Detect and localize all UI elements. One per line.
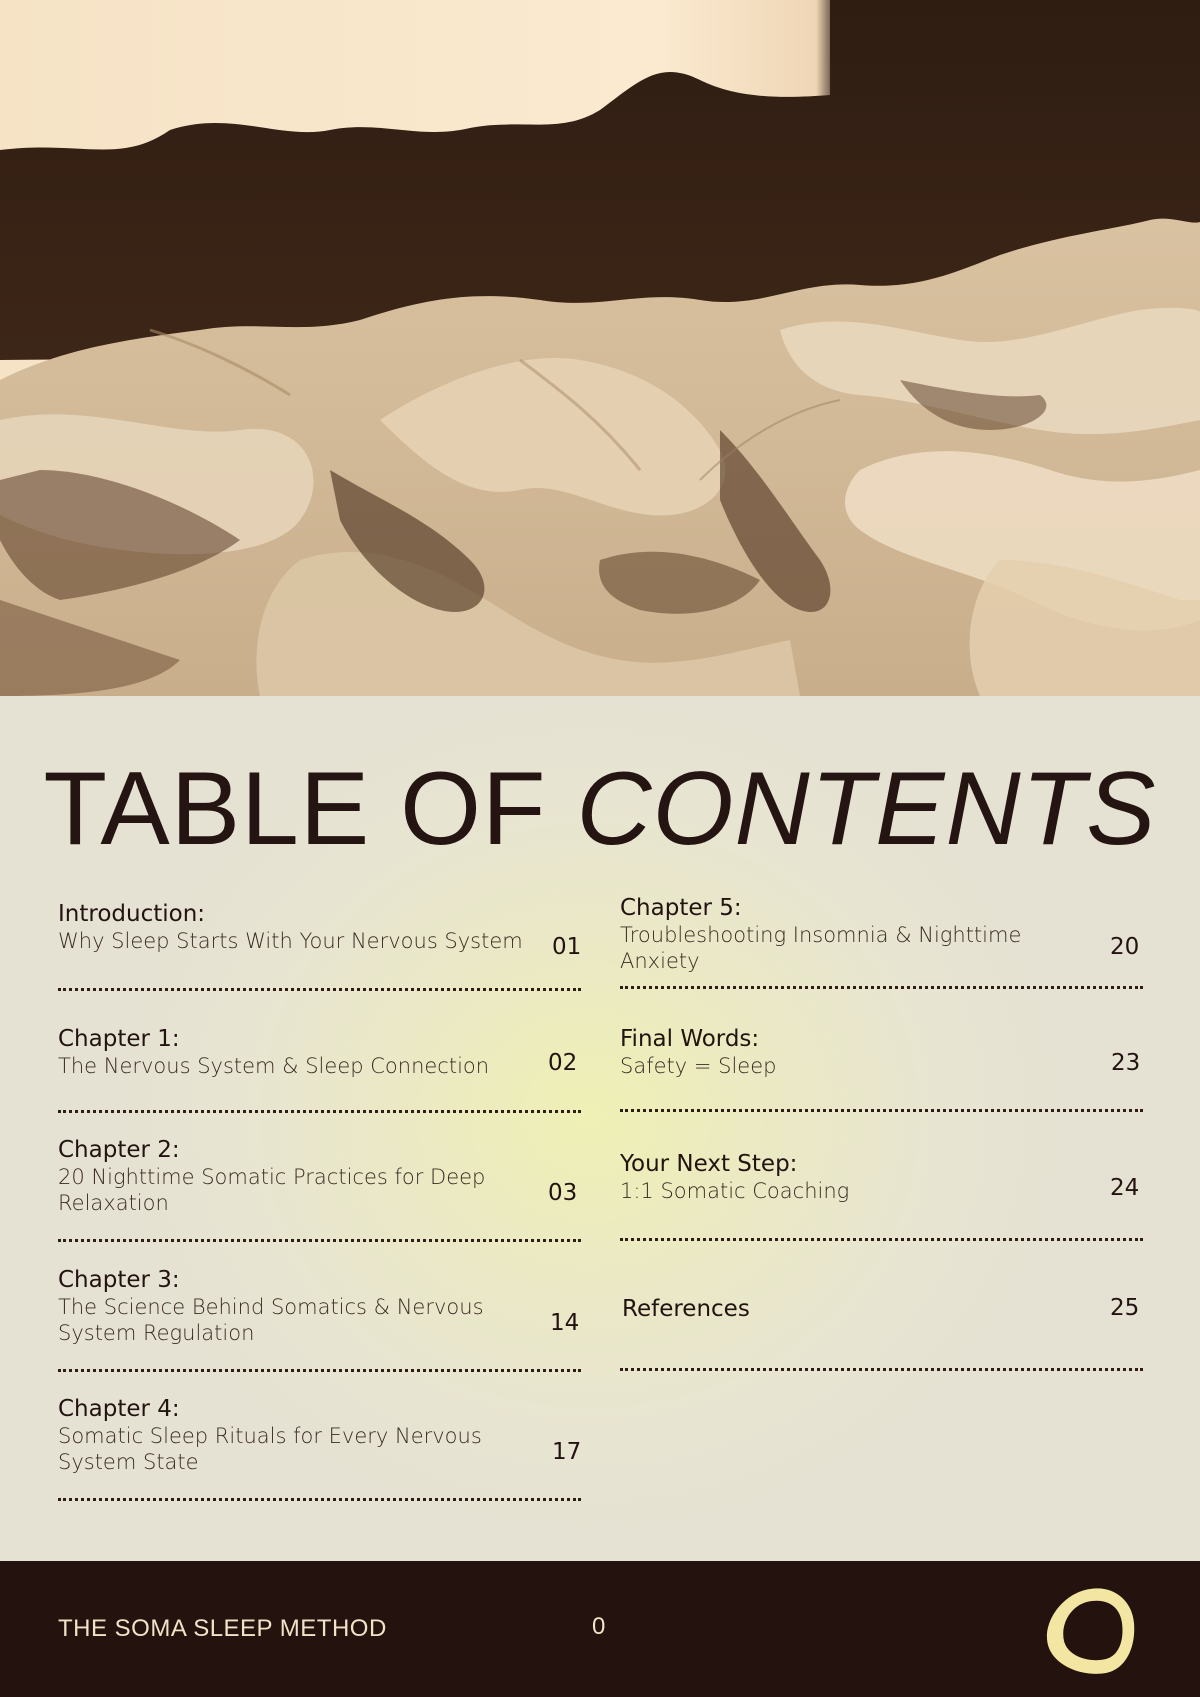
- toc-entry-page: 17: [552, 1439, 582, 1465]
- toc-entry-page: 03: [548, 1180, 578, 1206]
- toc-entry-heading: Chapter 3:: [58, 1267, 180, 1293]
- toc-entry-subtitle: Why Sleep Starts With Your Nervous System: [58, 929, 523, 953]
- toc-entry-page: 14: [550, 1310, 580, 1336]
- toc-entry-heading: Final Words:: [620, 1026, 760, 1052]
- toc-entry-chapter-1[interactable]: [58, 1025, 581, 1079]
- toc-divider: [58, 988, 581, 991]
- footer-brand: THE SOMA SLEEP METHOD: [58, 1615, 387, 1642]
- toc-divider: [620, 1238, 1143, 1241]
- footer: [0, 1561, 1200, 1697]
- toc-entry-page: 02: [548, 1050, 578, 1076]
- footer-page-number: 0: [592, 1613, 606, 1640]
- toc-divider: [58, 1498, 581, 1501]
- toc-entry-chapter-2[interactable]: [58, 1136, 581, 1216]
- toc-entry-introduction[interactable]: [58, 900, 582, 960]
- toc-entry-page: 25: [1110, 1295, 1140, 1321]
- toc-right-column: [620, 696, 1143, 1561]
- toc-entry-heading: Chapter 5:: [620, 895, 742, 921]
- toc-entry-heading: Chapter 2:: [58, 1137, 180, 1163]
- toc-entry-heading: Your Next Step:: [620, 1151, 798, 1177]
- toc-divider: [58, 1239, 581, 1242]
- toc-entry-page: 23: [1111, 1050, 1141, 1076]
- toc-left-column: [58, 696, 581, 1561]
- toc-entry-page: 01: [552, 934, 582, 960]
- toc-entry-page: 20: [1110, 934, 1140, 960]
- toc-entry-subtitle: 20 Nighttime Somatic Practices for Deep Relaxation: [58, 1165, 486, 1215]
- toc-divider: [620, 1109, 1143, 1112]
- toc-entry-heading: Introduction:: [58, 901, 206, 927]
- toc-entry-chapter-4[interactable]: [58, 1395, 581, 1475]
- toc-entry-subtitle: Somatic Sleep Rituals for Every Nervous System State: [58, 1424, 482, 1474]
- toc-divider: [620, 1368, 1143, 1371]
- hero-photo: [0, 0, 1200, 696]
- toc-divider: [620, 986, 1143, 989]
- organic-ring-logo-icon: [1040, 1581, 1140, 1685]
- toc-entry-subtitle: Safety = Sleep: [620, 1054, 777, 1078]
- toc-entry-subtitle: The Nervous System & Sleep Connection: [58, 1054, 490, 1078]
- toc-divider: [58, 1110, 581, 1113]
- toc-entry-references[interactable]: [620, 1295, 1143, 1323]
- toc-entry-chapter-3[interactable]: [58, 1266, 581, 1346]
- bedsheets-image: [0, 0, 1200, 696]
- title-main: TABLE OF: [43, 751, 577, 867]
- toc-entry-subtitle: The Science Behind Somatics & Nervous System Regulation: [58, 1295, 484, 1345]
- toc-entry-chapter-5[interactable]: [620, 894, 1143, 974]
- toc-section: [0, 696, 1200, 1561]
- toc-entry-heading: Chapter 1:: [58, 1026, 180, 1052]
- toc-entry-subtitle: 1:1 Somatic Coaching: [620, 1179, 850, 1203]
- toc-entry-next-step[interactable]: [620, 1150, 1143, 1204]
- toc-entry-final-words[interactable]: [620, 1025, 1143, 1079]
- toc-divider: [58, 1369, 581, 1372]
- toc-entry-heading: Chapter 4:: [58, 1396, 180, 1422]
- title-emphasis: CONTENTS: [576, 751, 1157, 867]
- toc-entry-page: 24: [1110, 1175, 1140, 1201]
- toc-entry-heading: References: [622, 1296, 750, 1322]
- toc-entry-subtitle: Troubleshooting Insomnia & Nighttime Anxiety: [620, 923, 1022, 973]
